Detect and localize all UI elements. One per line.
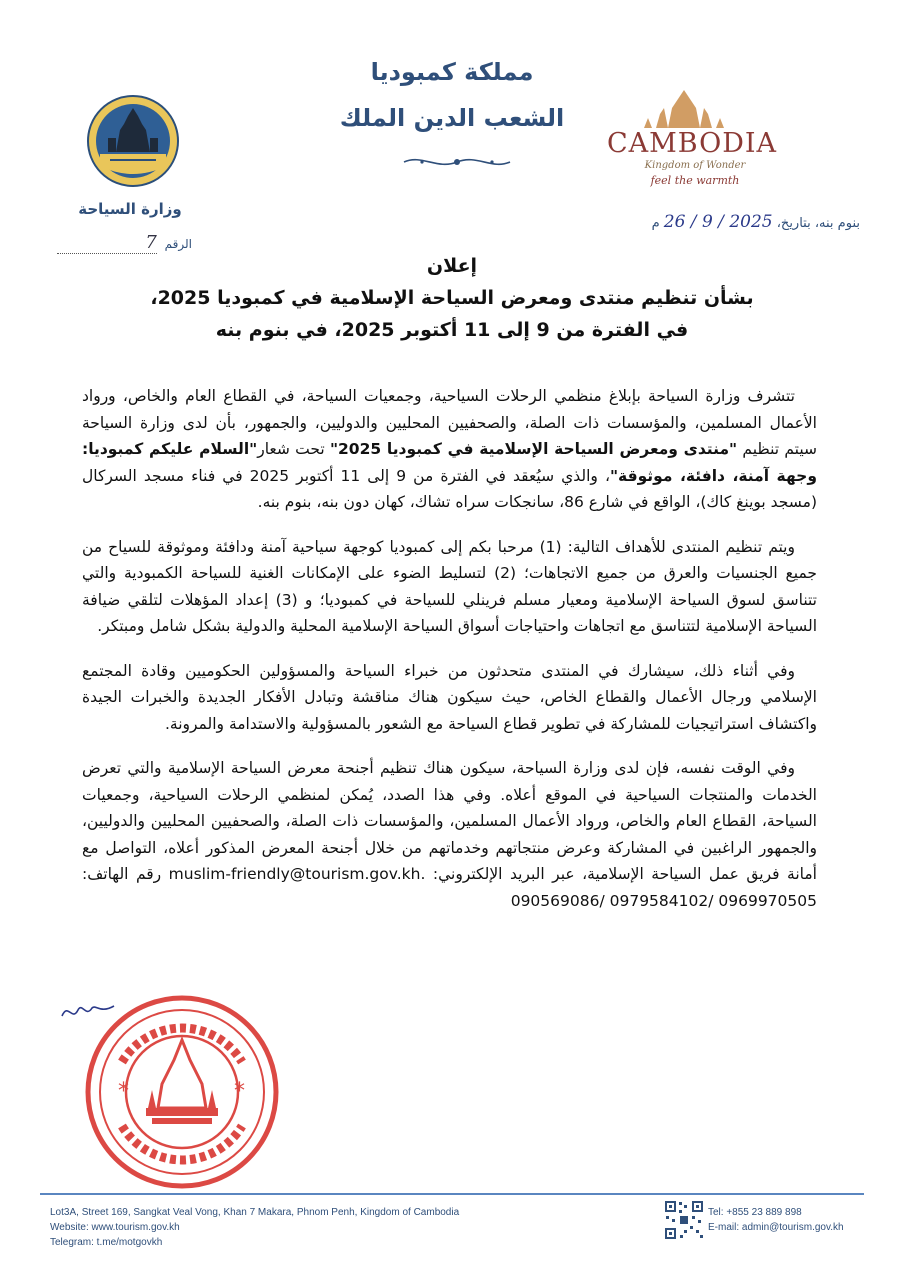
paragraph-2: ويتم تنظيم المنتدى للأهداف التالية: (1) مرحبا بكم إلى كمبوديا كوجهة سياحية آمنة ودافئة وموثوقة للسياح من جميع الجنسيات والعرق من جميع الاتجاهات؛ (2) لتسليط الضوء على الإمكانات الغنية للسياحة الكمبودية والتي تتناسق لسوق السياحة الإسلامية ومعيار مسلم فرينلي للسياحة في كمبوديا؛ و (3) إعداد المؤهلات لتلقي ضيافة السياحة الإسلامية لتتناسق مع اتجاهات واحتياجات أسواق السياحة الإسلامية المحلية والدولية بشكل شامل ومبتكر. [82, 537, 818, 635]
date-suffix: م [651, 216, 660, 231]
footer-website-link[interactable]: Website: www.tourism.gov.kh [50, 1222, 180, 1233]
brand-wordmark: CAMBODIA [606, 128, 778, 159]
paragraph-3: وفي أثناء ذلك، سيشارك في المنتدى متحدثون من خبراء السياحة والمسؤولين الحكوميين وقادة المجتمع الإسلامي ورجال الأعمال والقطاع الخاص، حيث سيكون هناك مناقشة وتبادل الأفكار الجديدة والخبرات الجيدة واكتشاف استراتيجيات للمشاركة في تطوير قطاع السياحة مع الشعور بالمسؤولية والاستدامة والمرونة. [82, 661, 817, 733]
reference-value: 7 [145, 232, 157, 253]
title-line-3: في الفترة من 9 إلى 11 أكتوبر 2025، في بنوم بنه [215, 319, 689, 341]
qr-code-icon [664, 1200, 704, 1240]
paragraph-4 [82, 755, 817, 914]
official-stamp-icon [82, 992, 282, 1192]
paragraph-1 [82, 383, 817, 516]
event-name: "منتدى ومعرض السياحة الإسلامية في كمبوديا 2025" [329, 440, 738, 458]
p1-part-e: ، والذي سيُعقد في الفترة من 9 إلى 11 أكتوبر 2025 في فناء مسجد السركال (مسجد بوينغ كاك)، الواقع في شارع 86، سانجكات سراه تشاك، كهان دون بنه، بنوم بنه. [82, 466, 817, 511]
date-prefix: بنوم بنه، بتاريخ، [772, 216, 860, 231]
title-line-1: إعلان [426, 255, 478, 277]
ornament-divider [402, 152, 512, 172]
announcement-title [100, 250, 804, 346]
svg-text:*: * [234, 1079, 245, 1104]
p1-part-a: تتشرف وزارة السياحة بإبلاغ منظمي الرحلات السياحية، وجمعيات السياحة، في القطاع العام والخاص، ورواد الأعمال المسلمين، والمؤسسات ذات الصلة، والصحفيين المحليين والدوليين، والجمهور، بأن لدى وزارة السياحة سيتم تنظيم [82, 387, 817, 458]
footer-telegram-link[interactable]: Telegram: t.me/motgovkh [50, 1237, 163, 1248]
footer-divider [40, 1193, 864, 1195]
contact-email-link[interactable]: muslim-friendly@tourism.gov.kh. [168, 865, 426, 883]
ministry-name: وزارة السياحة [78, 200, 182, 218]
footer-contact-block [708, 1205, 844, 1235]
event-slogan: "السلام عليكم كمبوديا: وجهة آمنة، دافئة، موثوقة" [82, 440, 817, 485]
p1-part-c: تحت شعار [257, 440, 330, 458]
reference-label: الرقم [164, 237, 192, 251]
kingdom-title: مملكة كمبوديا [370, 58, 534, 86]
svg-text:*: * [118, 1079, 129, 1104]
footer-phone: Tel: +855 23 889 898 [708, 1207, 802, 1218]
phone-label: رقم الهاتف: [82, 865, 169, 883]
brand-slogan: feel the warmth [650, 174, 740, 187]
email-label: الإلكتروني: [425, 865, 503, 883]
brand-tagline: Kingdom of Wonder [644, 160, 746, 171]
ministry-seal-icon [86, 94, 180, 188]
national-motto: الشعب الدين الملك [339, 104, 565, 132]
footer-address: Lot3A, Street 169, Sangkat Veal Vong, Khan 7 Makara, Phnom Penh, Kingdom of Cambodia [50, 1207, 460, 1218]
p4-text: وفي الوقت نفسه، فإن لدى وزارة السياحة، سيكون هناك تنظيم أجنحة معرض السياحة الإسلامية والتي تعرض الخدمات والمنتجات السياحية في الموقع أعلاه. وفي هذا الصدد، يُمكن لمنظمي الرحلات السياحية، وجمعيات السياحة، القطاع العام والخاص، ورواد الأعمال المسلمين، والمؤسسات ذات الصلة، والصحفيين المحليين والدوليين، والجمهور الراغبين في المشاركة وعرض منتجاتهم وخدماتهم من خلال أجنحة المعرض المذكور أعلاه، التواصل مع أمانة فريق عمل السياحة الإسلامية، عبر البريد [82, 759, 817, 883]
contact-phones: 090569086/ 0979584102/ 0969970505 [510, 891, 817, 910]
announcement-body [82, 383, 817, 932]
title-line-2: بشأن تنظيم منتدى ومعرض السياحة الإسلامية في كمبوديا 2025، [150, 287, 754, 309]
footer-address-block [50, 1205, 459, 1250]
footer-email-link[interactable]: E-mail: admin@tourism.gov.kh [708, 1222, 844, 1233]
date-value: 2025 / 9 / 26 [663, 212, 773, 232]
date-line [652, 212, 860, 232]
